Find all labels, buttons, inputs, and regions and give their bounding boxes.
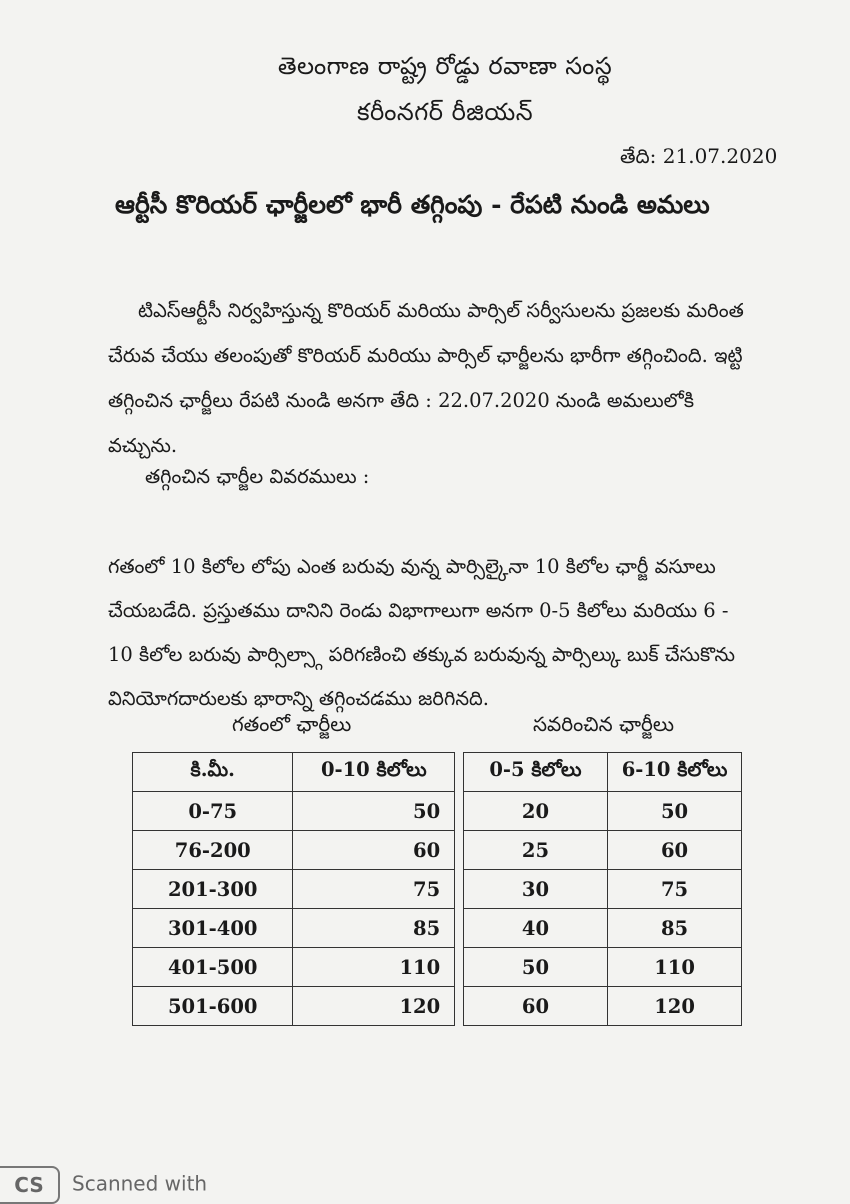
column-gap [455,870,464,909]
cell-km: 401-500 [133,948,293,987]
charges-table [132,752,742,1026]
table-row [133,792,742,831]
scanner-watermark [0,1166,207,1204]
cell-new2: 60 [608,831,742,870]
table-row [133,870,742,909]
cell-old: 75 [293,870,455,909]
column-gap [455,909,464,948]
cell-new2: 50 [608,792,742,831]
cell-new1: 25 [463,831,607,870]
cell-km: 201-300 [133,870,293,909]
camscanner-logo-icon: CS [0,1166,60,1204]
cell-new2: 110 [608,948,742,987]
table-row [133,948,742,987]
cell-new1: 30 [463,870,607,909]
table-header-row [133,753,742,792]
table-row [133,909,742,948]
header-km: కి.మీ. [133,753,293,792]
organization-name: తెలంగాణ రాష్ట్ర రోడ్డు రవాణా సంస్థ [277,52,613,80]
paragraph-intro: టిఎస్ఆర్టీసీ నిర్వహిస్తున్న కొరియర్ మరియు పార్సిల్ సర్వీసులను ప్రజలకు మరింత చేరువ చేయు తలంపుతో కొరియర్ మరియు పార్సిల్ ఛార్జీలను భారీగా తగ్గించింది. ఇట్టి తగ్గించిన ఛార్జీలు రేపటి నుండి అనగా తేది : 22.07.2020 నుండి అమలులోకి వచ్చును. [108,299,744,457]
column-gap [455,753,464,792]
cell-km: 301-400 [133,909,293,948]
cell-old: 120 [293,987,455,1026]
header-old-0-10kg: 0-10 కిలోలు [293,753,455,792]
column-gap [455,948,464,987]
cell-old: 110 [293,948,455,987]
cell-old: 50 [293,792,455,831]
cell-new2: 85 [608,909,742,948]
old-charges-heading: గతంలో ఛార్జీలు [232,712,352,736]
paragraph-details: గతంలో 10 కిలోల లోపు ఎంత బరువు వున్న పార్సిల్కైనా 10 కిలోల ఛార్జీ వసూలు చేయబడేది. ప్రస్తుతము దానిని రెండు విభాగాలుగా అనగా 0-5 కిలోలు మరియు 6 - 10 కిలోల బరువు పార్సిల్స్గా పరిగణించి తక్కువ బరువున్న పార్సిల్కు బుక్ చేసుకొను వినియోగదారులకు భారాన్ని తగ్గించడము జరిగినది. [108,555,735,710]
header-new-0-5kg: 0-5 కిలోలు [463,753,607,792]
table-row [133,831,742,870]
table-row [133,987,742,1026]
cell-old: 60 [293,831,455,870]
cell-old: 85 [293,909,455,948]
column-gap [455,831,464,870]
cell-km: 501-600 [133,987,293,1026]
cell-km: 0-75 [133,792,293,831]
details-subheading: తగ్గించిన ఛార్జీల వివరములు : [145,465,370,488]
cell-km: 76-200 [133,831,293,870]
column-gap [455,987,464,1026]
cell-new2: 75 [608,870,742,909]
cell-new1: 50 [463,948,607,987]
cell-new1: 40 [463,909,607,948]
revised-charges-heading: సవరించిన ఛార్జీలు [533,712,674,736]
cell-new1: 20 [463,792,607,831]
column-gap [455,792,464,831]
headline: ఆర్టీసీ కొరియర్ ఛార్జీలలో భారీ తగ్గింపు - రేపటి నుండి అమలు [115,190,710,219]
watermark-text: Scanned with [72,1171,208,1196]
cell-new2: 120 [608,987,742,1026]
document-date: తేది: 21.07.2020 [620,144,778,168]
cell-new1: 60 [463,987,607,1026]
region-name: కరీంనగర్ రీజియన్ [356,98,534,126]
header-new-6-10kg: 6-10 కిలోలు [608,753,742,792]
